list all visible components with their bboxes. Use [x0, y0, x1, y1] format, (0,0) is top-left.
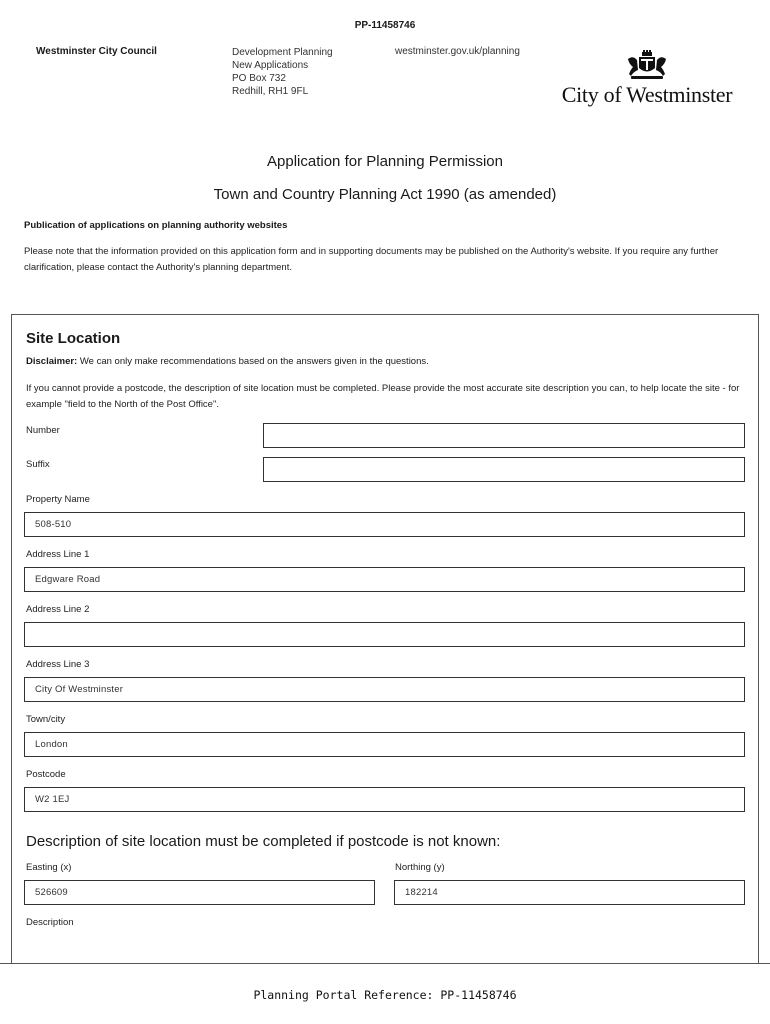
number-field[interactable]	[263, 423, 745, 448]
postcode-field[interactable]: W2 1EJ	[24, 787, 745, 812]
address-line-1-label: Address Line 1	[26, 549, 90, 560]
easting-label: Easting (x)	[26, 862, 72, 873]
council-website: westminster.gov.uk/planning	[395, 46, 520, 57]
northing-field[interactable]: 182214	[394, 880, 745, 905]
address-line: New Applications	[232, 60, 309, 71]
town-city-label: Town/city	[26, 714, 66, 725]
page-title: Application for Planning Permission	[267, 153, 503, 170]
section-border-left	[11, 314, 12, 964]
address-line: Development Planning	[232, 47, 333, 58]
page-subtitle: Town and Country Planning Act 1990 (as amended)	[213, 186, 557, 203]
town-city-field[interactable]: London	[24, 732, 745, 757]
section-title: Site Location	[26, 330, 121, 347]
site-description-heading: Description of site location must be completed if postcode is not known:	[26, 833, 501, 850]
address-line-3-label: Address Line 3	[26, 659, 90, 670]
description-label: Description	[26, 917, 74, 928]
number-label: Number	[26, 425, 60, 436]
property-name-field[interactable]: 508-510	[24, 512, 745, 537]
reference-number: PP-11458746	[354, 20, 416, 31]
disclaimer-text: We can only make recommendations based on the answers given in the questions.	[77, 356, 429, 367]
address-line-2-field[interactable]	[24, 622, 745, 647]
footer-divider	[0, 963, 770, 964]
property-name-label: Property Name	[26, 494, 90, 505]
site-instructions: If you cannot provide a postcode, the description of site location must be completed. Please provide the most accurate site description you can, to help locate the site - for example "field to the North of the Post Office".	[26, 383, 740, 410]
footer-reference: Planning Portal Reference: PP-11458746	[253, 988, 517, 1002]
section-border-right	[758, 314, 759, 964]
disclaimer-label: Disclaimer:	[26, 356, 78, 367]
section-border-top	[11, 314, 759, 315]
address-line-1-field[interactable]: Edgware Road	[24, 567, 745, 592]
address-line: Redhill, RH1 9FL	[232, 86, 309, 97]
address-line: PO Box 732	[232, 73, 286, 84]
council-address	[232, 46, 333, 98]
disclaimer	[26, 356, 429, 367]
publication-text: Please note that the information provided on this application form and in supporting documents may be published on the Authority's website. If you require any further clarification, please contact the Authority's planning department.	[24, 246, 719, 273]
address-line-3-field[interactable]: City Of Westminster	[24, 677, 745, 702]
northing-label: Northing (y)	[395, 862, 445, 873]
publication-heading: Publication of applications on planning authority websites	[24, 220, 288, 231]
easting-field[interactable]: 526609	[24, 880, 375, 905]
council-name: Westminster City Council	[36, 46, 157, 57]
westminster-logo	[556, 50, 738, 108]
address-line-2-label: Address Line 2	[26, 604, 90, 615]
crest-icon	[625, 50, 669, 80]
postcode-label: Postcode	[26, 769, 66, 780]
suffix-field[interactable]	[263, 457, 745, 482]
logo-text: City of Westminster	[561, 82, 733, 107]
suffix-label: Suffix	[26, 459, 50, 470]
